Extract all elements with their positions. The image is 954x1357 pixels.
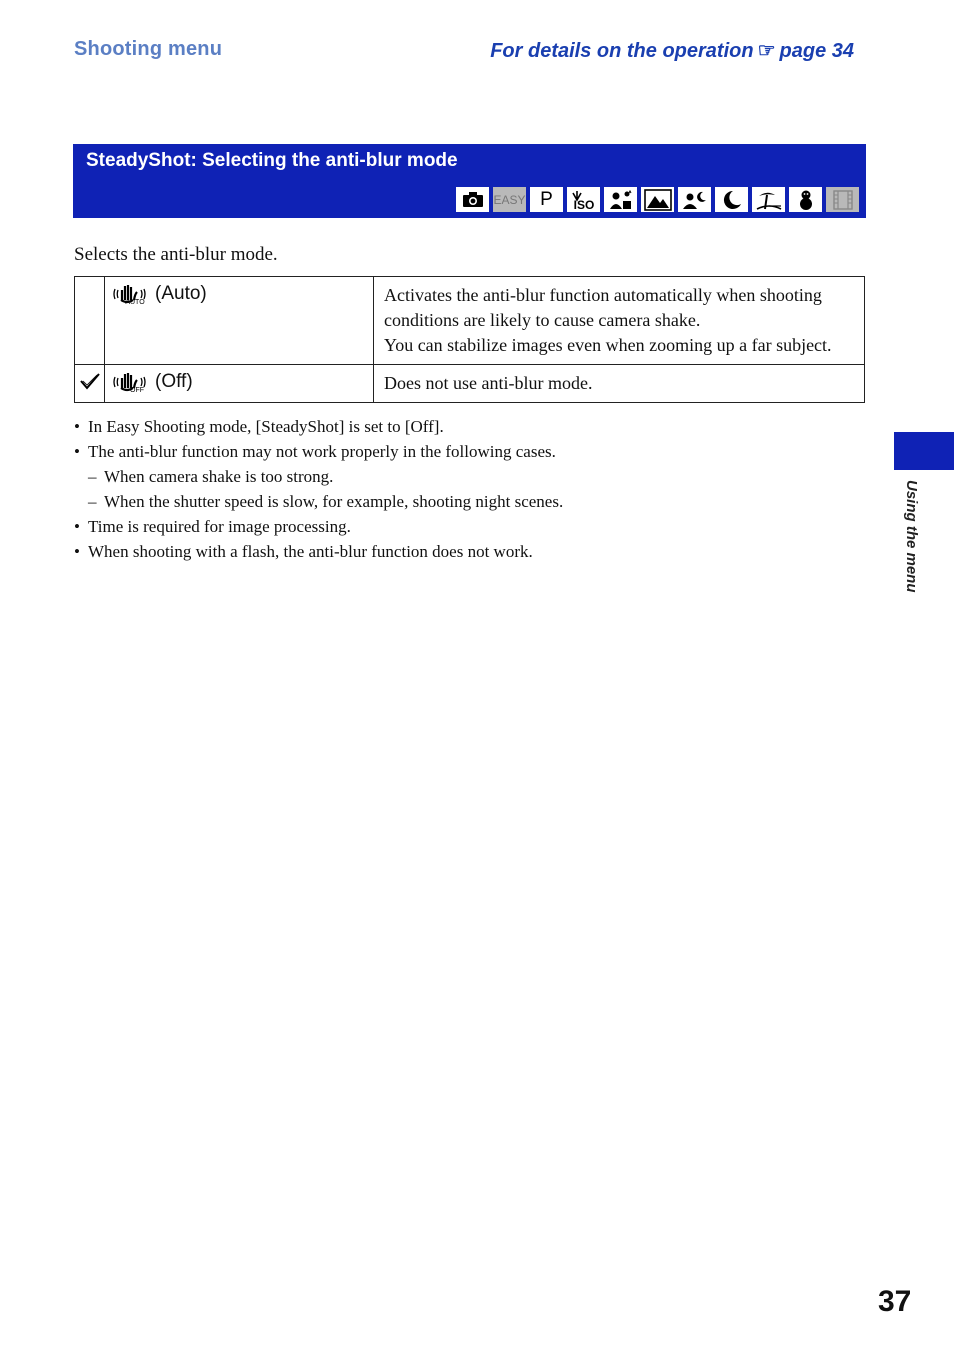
note-item: • When shooting with a flash, the anti-blur function does not work. (74, 539, 563, 564)
title-banner (73, 144, 866, 218)
default-marker-cell (75, 365, 105, 403)
description-line: Activates the anti-blur function automatically when shooting conditions are likely to cause camera shake. (384, 285, 822, 330)
table-row (75, 277, 865, 365)
chapter-tab-marker (894, 432, 954, 470)
page-title: SteadyShot: Selecting the anti-blur mode (86, 150, 458, 171)
note-item: • The anti-blur function may not work properly in the following cases. (74, 439, 563, 464)
chapter-label: Using the menu (903, 480, 920, 593)
page-number: 37 (878, 1285, 912, 1318)
svg-text:OFF: OFF (130, 387, 144, 393)
notes-list (74, 414, 563, 564)
options-table (74, 276, 865, 403)
option-label: (Off) (155, 371, 193, 392)
details-reference (490, 38, 854, 63)
section-header: Shooting menu (74, 38, 223, 60)
svg-text:AUTO: AUTO (125, 299, 145, 305)
default-checkmark-icon (79, 372, 101, 390)
twilight-mode-icon (715, 187, 748, 212)
mode-icon-row (456, 187, 859, 212)
option-label: (Auto) (155, 283, 207, 304)
description-line: You can stabilize images even when zooming up a far subject. (384, 335, 832, 355)
note-subitem: – When camera shake is too strong. (74, 464, 563, 489)
twilight-portrait-mode-icon (678, 187, 711, 212)
option-description (374, 277, 865, 365)
snow-mode-icon (789, 187, 822, 212)
high-sensitivity-mode-icon (567, 187, 600, 212)
default-marker-cell (75, 277, 105, 365)
steadyshot-off-icon (113, 371, 149, 393)
note-item: • Time is required for image processing. (74, 514, 563, 539)
note-subitem: – When the shutter speed is slow, for example, shooting night scenes. (74, 489, 563, 514)
option-name-cell (105, 277, 374, 365)
option-description (374, 365, 865, 403)
beach-mode-icon (752, 187, 785, 212)
steadyshot-auto-icon (113, 283, 149, 305)
camera-auto-mode-icon (456, 187, 489, 212)
svg-text:ISO: ISO (573, 197, 594, 211)
intro-text: Selects the anti-blur mode. (74, 244, 278, 265)
details-page-link[interactable]: page 34 (779, 40, 854, 62)
easy-mode-icon: EASY (493, 187, 526, 212)
note-item: • In Easy Shooting mode, [SteadyShot] is set to [Off]. (74, 414, 563, 439)
table-row (75, 365, 865, 403)
reference-pointer-icon: ☞ (757, 40, 776, 62)
soft-snap-mode-icon (604, 187, 637, 212)
details-text: For details on the operation (490, 40, 754, 62)
landscape-mode-icon (641, 187, 674, 212)
option-name-cell (105, 365, 374, 403)
movie-mode-icon (826, 187, 859, 212)
description-line: Does not use anti-blur mode. (384, 373, 593, 393)
program-mode-icon: P (530, 187, 563, 212)
